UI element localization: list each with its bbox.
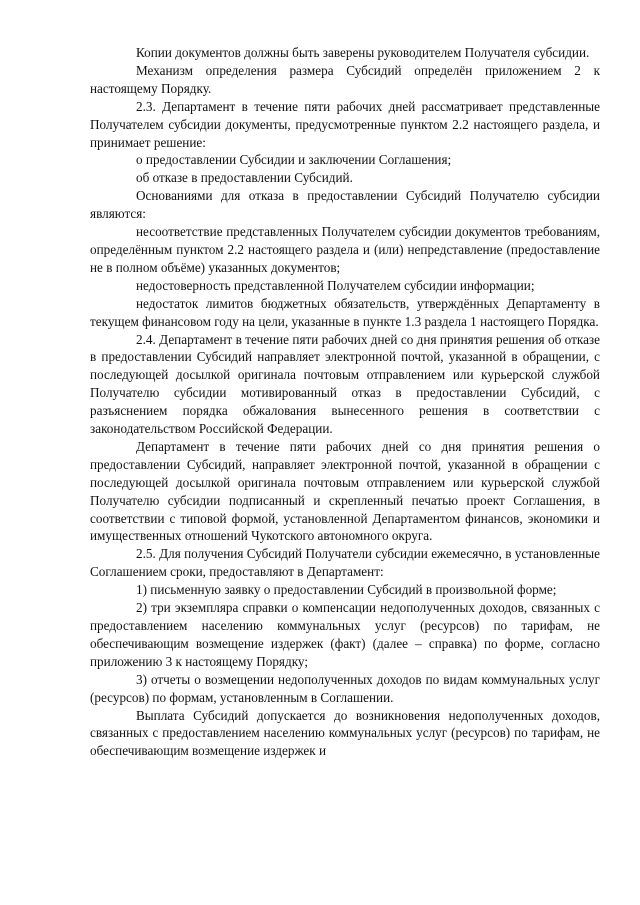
paragraph-decision-refusal: об отказе в предоставлении Субсидий. (136, 170, 353, 186)
paragraph-2-3: 2.3. Департамент в течение пяти рабочих дней рассматривает представленные Получателем субсидии документы, предусмотренные пунктом 2.2 настоящего раздела, и принимает решение: (90, 98, 600, 150)
paragraph-ground-budget-limits: недостаток лимитов бюджетных обязательств, утверждённых Департаменту в текущем финансовом году на цели, указанные в пункте 1.3 раздела 1 настоящего Порядка. (90, 295, 600, 329)
paragraph-2-4: 2.4. Департамент в течение пяти рабочих дней со дня принятия решения об отказе в предоставлении Субсидий направляет электронной почтой, указанной в обращении, с последующей досылкой оригинала почтовым отправлением или курьерской службой Получателю субсидии мотивированный отказ в предоставлении Субсидий, с разъяснением порядка обжалования вынесенного решения в соответствии с законодательством Российской Федерации. (90, 331, 600, 437)
paragraph-copies-certification: Копии документов должны быть заверены руководителем Получателя субсидии. (136, 45, 590, 60)
list-item-1: 1) письменную заявку о предоставлении Субсидий в произвольной форме; (136, 582, 557, 598)
list-item-2: 2) три экземпляра справки о компенсации недополученных доходов, связанных с предоставлением населению коммунальных услуг (ресурсов) по тарифам, не обеспечивающим возмещение издержек (факт) (далее – справка) по форме, согласно приложению 3 к настоящему Порядку; (90, 600, 600, 669)
paragraph-agreement-draft: Департамент в течение пяти рабочих дней со дня принятия решения о предоставлении Субсидий, направляет электронной почтой, указанной в обращении с последующей досылкой оригинала почтовым отправлением или курьерской службой Получателю субсидии подписанный и скрепленный печатью проект Соглашения, в соответствии с типовой формой, установленной Департаментом финансов, экономики и имущественных отношений Чукотского автономного округа. (90, 438, 600, 544)
paragraph-2-5: 2.5. Для получения Субсидий Получатели субсидии ежемесячно, в установленные Соглашением сроки, предоставляют в Департамент: (90, 546, 600, 580)
paragraph-ground-inaccuracy: недостоверность представленной Получателем субсидии информации; (136, 277, 535, 293)
list-item-3: 3) отчеты о возмещении недополученных доходов по видам коммунальных услуг (ресурсов) по формам, установленным в Соглашении. (90, 671, 600, 705)
paragraph-ground-nonconformity: несоответствие представленных Получателем субсидии документов требованиям, определённым пунктом 2.2 настоящего раздела и (или) непредставление (предоставление не в полном объёме) указанных документов; (90, 224, 600, 275)
paragraph-subsidy-payment: Выплата Субсидий допускается до возникновения недополученных доходов, связанных с предоставлением населению коммунальных услуг (ресурсов) по тарифам, не обеспечивающим возмещение издержек и (90, 707, 600, 759)
document-page (90, 44, 600, 760)
paragraph-refusal-grounds: Основаниями для отказа в предоставлении Субсидий Получателю субсидии являются: (90, 188, 600, 222)
paragraph-decision-grant: о предоставлении Субсидии и заключении Соглашения; (136, 152, 452, 168)
paragraph-subsidy-size-mechanism: Механизм определения размера Субсидий определён приложением 2 к настоящему Порядку. (90, 62, 600, 96)
